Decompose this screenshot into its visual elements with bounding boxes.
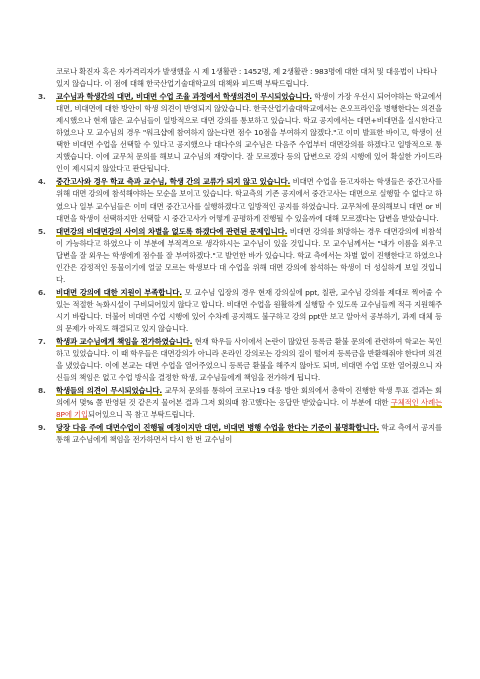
item-number: 4. — [38, 177, 46, 187]
item-text: 비대면 강의를 희망하는 경우 대면강의에 비참석이 가능하다고 하였으나 이 부분에 부적격으로 생각하시는 교수님이 있을 것입니다. 모 교수님께서는 "내가 이름을 외우고 답변을 잘 외우는 학생에게 점수를 잘 부여하겠다."고 발언한 바가 있습니다. 학교 측에서는 차별 없이 진행한다고 하였으나 인간은 감정적인 동물이기에 얼굴 모르는 학생보다 대 수업을 위해 대면 강의에 참석하는 학생이 더 성실하게 보일 것입니다. — [56, 226, 442, 284]
item-heading: 비대면 강의에 대한 지원이 부족합니다. — [56, 287, 182, 297]
item-text-end: 되어있으니 꼭 참고 부탁드립니다. — [88, 410, 195, 420]
item-body — [56, 176, 442, 224]
item-heading: 당장 다음 주에 대면수업이 진행될 예정이지만 대면, 비대면 병행 수업을 한다는 기준이 불명확합니다. — [56, 423, 379, 433]
item-heading: 학생들의 의견이 무시되었습니다. — [56, 386, 163, 396]
item-number: 9. — [38, 423, 46, 433]
item-body — [56, 385, 442, 421]
item-body — [56, 91, 442, 175]
highlighted-reference: 구체적인 사례는 8P에 기입 — [56, 398, 442, 420]
item-text: 학생이 가장 우선시 되어야하는 학교에서 대면, 비대면에 대한 방안이 학생 의견이 반영되지 않았습니다. 한국산업기술대학교에서는 온오프라인을 병행한다는 의견을 제시했으나 현재 많은 교수님들이 일방적으로 대면 강의를 통보하고 있습니다. 학교 공지에서는 대면+비대면을 실시한다고 하였으나 모 교수님의 경우 "워크샵에 참여하지 않는다면 점수 10점을 부여하지 않겠다."고 이미 발표한 바이고, 학생이 선택한 비대면 수업을 선택할 수 있다고 공지했으나 대다수의 교수님은 다음주 수업부터 대면강의를 하겠다고 일방적으로 통지했습니다. 이에 교무처 문의를 해보니 교수님의 재량이다. 잘 모르겠다 등의 답변으로 강의 시행에 있어 확실한 가이드라인이 제시되지 않았다고 판단됩니다. — [56, 92, 442, 174]
item-body — [56, 422, 442, 446]
item-number: 8. — [38, 386, 46, 396]
intro-paragraph: 코로나 확진자 혹은 자가격리자가 발생했을 시 제 1생활관 : 1452명, 제 2생활관 : 983명에 대한 대처 및 대응법이 나타나있지 않습니다. 이 점에 대해 한국산업기술대학교의 대책와 피드백 부탁드립니다. — [56, 67, 437, 89]
list-item-6 — [38, 287, 442, 335]
list-item-7 — [38, 336, 442, 384]
item-number: 6. — [38, 287, 46, 297]
item-number: 5. — [38, 226, 46, 236]
item-text: 교무처 문의를 통하여 코로나19 대응 방안 회의에서 총학이 진행한 학생 투표 결과는 회의에서 몇% 쯤 반영된 것 같은지 물어본 결과 그저 회의때 참고했다는 응답만 받았습니다. 이 부분에 대한 — [56, 386, 442, 408]
item-text: 비대면 수업을 듣고자하는 학생들은 중간고사를 위해 대면 강의에 참석해야하는 모순을 보이고 있습니다. 학교측의 기존 공지에서 중간고사는 대면으로 실행할 수 없다고 하였으나 일부 교수님들은 이미 대면 중간고사를 실행하겠다고 일방적인 공지를 하였습니다. 교무처에 문의해보니 대면 or 비대면을 학생이 선택하지만 선택할 시 중간고사가 어떻게 공평하게 진행될 수 있을까에 대해 모르겠다는 답변을 받았습니다. — [56, 177, 442, 223]
item-body — [56, 287, 442, 335]
item-heading: 교수님과 학생간의 대면, 비대면 수업 조율 과정에서 학생의견이 무시되었습니다. — [56, 92, 312, 102]
item-body — [56, 226, 442, 286]
item-text: 학교 측에서 공지를 통해 교수님에게 책임을 전가하면서 다시 한 번 교수님이 — [56, 423, 443, 445]
item-text: 모 교수님 입장의 경우 현재 강의실에 ppt, 칠판, 교수님 강의를 제대로 찍어줄 수 있는 적절한 녹화시설이 구비되어있지 않다고 합니다. 비대면 수업을 원활하게 실행할 수 있도록 교수님들께 적극 지원해주시기 바랍니다. 더불어 비대면 수업 시행에 있어 수차례 공지해도 불구하고 강의 ppt만 보고 알아서 공부하기, 과제 대체 등의 문제가 아직도 해결되고 있지 않습니다. — [56, 287, 442, 333]
item-heading: 학생과 교수님에게 책임을 전가하였습니다. — [56, 337, 193, 347]
list-item-9 — [38, 422, 442, 446]
list-item-4 — [38, 176, 442, 224]
list-item-8 — [38, 385, 442, 421]
list-item-5 — [38, 226, 442, 286]
list-item-3 — [38, 91, 442, 175]
item-body — [56, 336, 442, 384]
item-heading: 대면강의 비대면강의 사이의 차별을 없도록 하겠다에 관련된 문제입니다. — [56, 226, 288, 236]
item-heading: 중간고사와 경우 학교 측과 교수님, 학생 간의 교류가 되지 않고 있습니다. — [56, 177, 291, 187]
item-text: 현재 학우들 사이에서 논란이 많았던 등록금 환불 문의에 관련하여 학교는 묵인하고 있었습니다. 이 때 학우들은 대면강의가 아니라 온라인 강의로는 강의의 질이 떨어져 등록금을 반환해줘야 한다며 의견을 냈었습니다. 이에 본교는 대면 수업을 열어주었으니 등록금 환불을 해주지 않아도 되며, 비대면 수업 또한 열어줬으니 자신들의 책임은 없고 수업 방식을 결정한 학생, 교수님들에게 책임을 전가하게 됩니다. — [56, 337, 442, 383]
item-number: 7. — [38, 337, 46, 347]
item-number: 3. — [38, 92, 46, 102]
